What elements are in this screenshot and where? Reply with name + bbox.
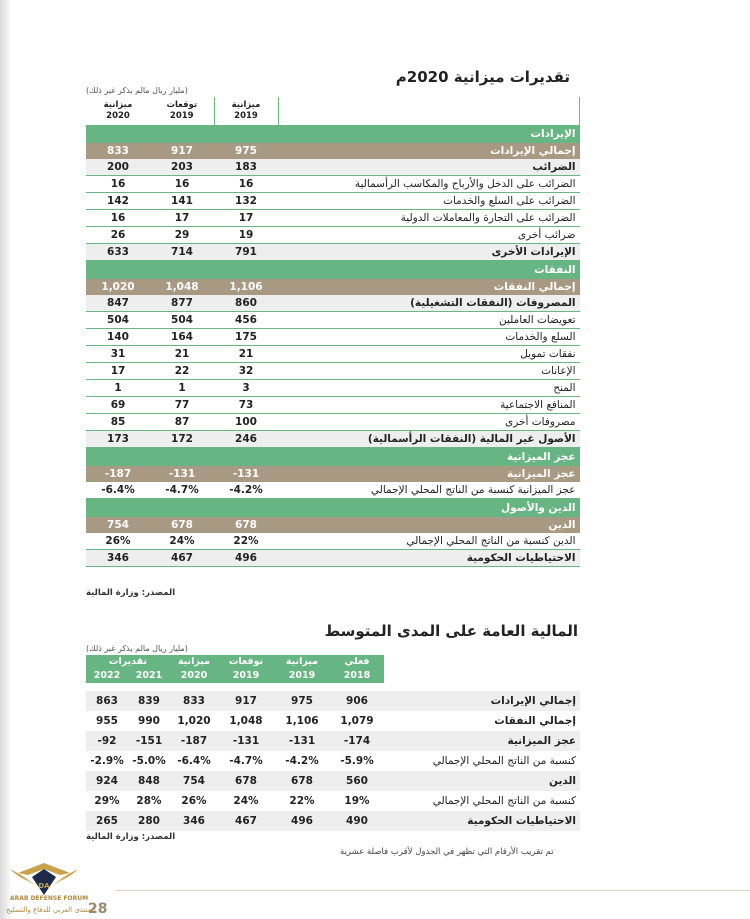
- value-cell: 16: [86, 176, 150, 193]
- value-cell: 678: [218, 771, 274, 791]
- row-label: الاحتياطيات الحكومية: [278, 550, 580, 567]
- value-cell: 833: [170, 691, 218, 711]
- value-cell: 754: [86, 517, 150, 533]
- row-label: إجمالي النفقات: [494, 715, 576, 727]
- value-cell: 100: [214, 414, 278, 431]
- header-spacer: [278, 97, 580, 125]
- row-label: مصروفات أخرى: [278, 414, 580, 431]
- value-cell: -5.9%: [340, 755, 374, 767]
- value-cell: 26%: [181, 795, 207, 807]
- row-label: الضرائب على التجارة والمعاملات الدولية: [278, 210, 580, 227]
- value-cell: 1: [150, 380, 214, 397]
- column-header-year: 2021: [128, 669, 170, 683]
- value-cell: 142: [86, 193, 150, 210]
- value-cell: 504: [86, 312, 150, 329]
- value-cell: 87: [150, 414, 214, 431]
- value-cell: 140: [86, 329, 150, 346]
- table-row: [86, 397, 580, 414]
- value-cell: 917: [150, 143, 214, 159]
- spacer-cell: [86, 683, 580, 691]
- value-cell: 848: [128, 771, 170, 791]
- value-cell: -187: [86, 466, 150, 482]
- medium-term-source: المصدر: وزارة المالية: [86, 832, 176, 842]
- row-label: تعويضات العاملين: [278, 312, 580, 329]
- value-cell: 16: [150, 176, 214, 193]
- value-cell: 19%: [344, 795, 370, 807]
- row-label: عجز الميزانية: [278, 466, 580, 482]
- value-cell: 85: [86, 414, 150, 431]
- value-cell: 1,106: [285, 715, 319, 727]
- table-row: [86, 466, 580, 482]
- column-header-type: توقعات: [218, 655, 274, 669]
- value-cell: 990: [138, 715, 160, 727]
- row-label: كنسبة من الناتج المحلي الإجمالي: [432, 795, 576, 807]
- table-row: [86, 517, 580, 533]
- value-cell: 26: [86, 227, 150, 244]
- value-cell: 280: [128, 811, 170, 831]
- row-label: إجمالي النفقات: [278, 279, 580, 295]
- table-row: [86, 771, 580, 791]
- value-cell: 1,020: [177, 715, 211, 727]
- value-cell: 633: [86, 244, 150, 261]
- column-header-type: ميزانية: [274, 655, 330, 669]
- value-cell: 1,020: [86, 279, 150, 295]
- column-header-year: 2018: [330, 669, 384, 683]
- footer-divider: [115, 890, 750, 891]
- column-header: [214, 97, 278, 125]
- row-label: عجز الميزانية كنسبة من الناتج المحلي الإجمالي: [278, 482, 580, 499]
- section-header-row: [86, 261, 580, 280]
- row-label: المنح: [278, 380, 580, 397]
- table-row: [86, 533, 580, 550]
- value-cell: 1,048: [150, 279, 214, 295]
- column-header-year: 2022: [86, 669, 128, 683]
- row-label: الأصول غير المالية (النفقات الرأسمالية): [278, 431, 580, 448]
- table-row: [86, 312, 580, 329]
- table-row: [86, 431, 580, 448]
- table-row: [86, 193, 580, 210]
- row-label: عجز الميزانية: [384, 731, 580, 751]
- value-cell: 132: [214, 193, 278, 210]
- value-cell: 31: [86, 346, 150, 363]
- row-label: نفقات تمويل: [278, 346, 580, 363]
- row-label: السلع والخدمات: [278, 329, 580, 346]
- spacer-row: [86, 683, 580, 691]
- table-row: [86, 227, 580, 244]
- value-cell: 678: [150, 517, 214, 533]
- table-row: [86, 380, 580, 397]
- value-cell: 975: [214, 143, 278, 159]
- value-cell: 467: [218, 811, 274, 831]
- value-cell: 22: [150, 363, 214, 380]
- budget-2020-table: [86, 97, 580, 567]
- row-label: الاحتياطيات الحكومية: [384, 811, 580, 831]
- value-cell: 833: [86, 143, 150, 159]
- value-cell: 678: [274, 771, 330, 791]
- table-row: [86, 279, 580, 295]
- table-row: [86, 482, 580, 499]
- row-label: الإيرادات الأخرى: [278, 244, 580, 261]
- value-cell: 29: [150, 227, 214, 244]
- row-label: الدين: [384, 771, 580, 791]
- table-row: [86, 143, 580, 159]
- value-cell: -2.9%: [90, 755, 124, 767]
- row-label: المنافع الاجتماعية: [278, 397, 580, 414]
- section-header-label: النفقات: [86, 261, 580, 280]
- value-cell: 203: [150, 159, 214, 176]
- value-cell: 1: [86, 380, 150, 397]
- medium-term-group-row: [86, 655, 580, 669]
- value-cell: 847: [86, 295, 150, 312]
- row-label: المصروفات (النفقات التشغيلية): [278, 295, 580, 312]
- value-cell: 714: [150, 244, 214, 261]
- row-label: الدين كنسبة من الناتج المحلي الإجمالي: [278, 533, 580, 550]
- page-edge-shadow: [0, 0, 12, 919]
- table-row: [86, 791, 580, 811]
- column-header-line1: ميزانية: [103, 100, 133, 110]
- table-row: [86, 159, 580, 176]
- value-cell: 504: [150, 312, 214, 329]
- medium-term-title: المالية العامة على المدى المتوسط: [324, 622, 578, 640]
- value-cell: -151: [128, 731, 170, 751]
- value-cell: 22%: [214, 533, 278, 550]
- value-cell: 1,048: [229, 715, 263, 727]
- value-cell: 839: [128, 691, 170, 711]
- row-label: كنسبة من الناتج المحلي الإجمالي: [432, 755, 576, 767]
- value-cell: 69: [86, 397, 150, 414]
- table-row: [86, 550, 580, 567]
- estimates-group-header: تقديرات: [86, 655, 170, 669]
- value-cell: -6.4%: [177, 755, 211, 767]
- table-row: [86, 691, 580, 711]
- column-header-line1: توقعات: [166, 100, 198, 110]
- value-cell: -92: [86, 731, 128, 751]
- table-row: [86, 731, 580, 751]
- value-cell: 1,106: [214, 279, 278, 295]
- value-cell: 183: [214, 159, 278, 176]
- value-cell: 21: [214, 346, 278, 363]
- value-cell: -4.7%: [150, 482, 214, 499]
- row-label: ضرائب أخرى: [278, 227, 580, 244]
- value-cell: 24%: [233, 795, 259, 807]
- rounding-note: تم تقريب الأرقام التي تظهر في الجدول لأقرب فاصلة عشرية: [340, 847, 554, 857]
- value-cell: 175: [214, 329, 278, 346]
- column-header-line2: 2019: [234, 111, 258, 121]
- value-cell: -131: [274, 731, 330, 751]
- value-cell: 141: [150, 193, 214, 210]
- value-cell: 19: [214, 227, 278, 244]
- value-cell: 975: [274, 691, 330, 711]
- value-cell: 17: [86, 363, 150, 380]
- value-cell: 1,079: [340, 715, 374, 727]
- section-header-row: [86, 125, 580, 143]
- value-cell: -4.2%: [214, 482, 278, 499]
- value-cell: 22%: [289, 795, 315, 807]
- logo-text-english: ARAB DEFENSE FORUM: [10, 895, 89, 902]
- value-cell: 877: [150, 295, 214, 312]
- value-cell: 173: [86, 431, 150, 448]
- budget-2020-title: تقديرات ميزانية 2020م: [395, 68, 570, 86]
- value-cell: 456: [214, 312, 278, 329]
- value-cell: 16: [214, 176, 278, 193]
- value-cell: -4.2%: [285, 755, 319, 767]
- value-cell: -131: [218, 731, 274, 751]
- value-cell: 955: [96, 715, 118, 727]
- medium-term-table: [86, 655, 580, 831]
- row-label: إجمالي الإيرادات: [278, 143, 580, 159]
- value-cell: 16: [86, 210, 150, 227]
- table-row: [86, 244, 580, 261]
- column-header-year: 2020: [170, 669, 218, 683]
- value-cell: 678: [214, 517, 278, 533]
- section-header-label: الإيرادات: [86, 125, 580, 143]
- value-cell: 73: [214, 397, 278, 414]
- budget-2020-header-row: [86, 97, 580, 125]
- value-cell: -187: [170, 731, 218, 751]
- value-cell: 490: [330, 811, 384, 831]
- value-cell: 496: [274, 811, 330, 831]
- header-spacer: [384, 669, 580, 683]
- value-cell: 754: [170, 771, 218, 791]
- column-header-line2: 2020: [106, 111, 130, 121]
- value-cell: -5.0%: [132, 755, 166, 767]
- value-cell: 265: [86, 811, 128, 831]
- value-cell: 172: [150, 431, 214, 448]
- value-cell: -174: [330, 731, 384, 751]
- section-header-label: عجز الميزانية: [86, 448, 580, 467]
- value-cell: 346: [170, 811, 218, 831]
- table-row: [86, 811, 580, 831]
- row-label: الضرائب على الدخل والأرباح والمكاسب الرأسمالية: [278, 176, 580, 193]
- value-cell: 29%: [94, 795, 120, 807]
- table-row: [86, 346, 580, 363]
- column-header: [86, 97, 150, 125]
- value-cell: -4.7%: [229, 755, 263, 767]
- column-header-line1: ميزانية: [231, 100, 261, 110]
- table-row: [86, 751, 580, 771]
- value-cell: 17: [150, 210, 214, 227]
- value-cell: -131: [150, 466, 214, 482]
- value-cell: 77: [150, 397, 214, 414]
- value-cell: 560: [330, 771, 384, 791]
- medium-term-unit-note: (مليار ريال مالم يذكر غير ذلك): [86, 644, 188, 653]
- value-cell: 906: [330, 691, 384, 711]
- section-header-label: الدين والأصول: [86, 499, 580, 518]
- section-header-row: [86, 448, 580, 467]
- row-label: إجمالي الإيرادات: [384, 691, 580, 711]
- table-row: [86, 176, 580, 193]
- budget-2020-source: المصدر: وزارة المالية: [86, 588, 176, 598]
- value-cell: 924: [86, 771, 128, 791]
- value-cell: 24%: [150, 533, 214, 550]
- value-cell: 860: [214, 295, 278, 312]
- section-header-row: [86, 499, 580, 518]
- table-row: [86, 329, 580, 346]
- row-label: الإعانات: [278, 363, 580, 380]
- table-row: [86, 210, 580, 227]
- medium-term-year-row: [86, 669, 580, 683]
- value-cell: 164: [150, 329, 214, 346]
- value-cell: 346: [86, 550, 150, 567]
- value-cell: 246: [214, 431, 278, 448]
- value-cell: 26%: [86, 533, 150, 550]
- column-header-year: 2019: [274, 669, 330, 683]
- header-spacer: [384, 655, 580, 669]
- value-cell: 917: [218, 691, 274, 711]
- table-row: [86, 363, 580, 380]
- value-cell: 28%: [136, 795, 162, 807]
- column-header-year: 2019: [218, 669, 274, 683]
- row-label: الضرائب على السلع والخدمات: [278, 193, 580, 210]
- value-cell: 3: [214, 380, 278, 397]
- value-cell: 17: [214, 210, 278, 227]
- table-row: [86, 414, 580, 431]
- value-cell: 791: [214, 244, 278, 261]
- logo-text-arabic: المنتدى العربي للدفاع والتسليح: [6, 906, 96, 914]
- value-cell: 467: [150, 550, 214, 567]
- svg-text:DA: DA: [38, 882, 50, 890]
- column-header-type: ميزانية: [170, 655, 218, 669]
- value-cell: -6.4%: [86, 482, 150, 499]
- row-label: الضرائب: [278, 159, 580, 176]
- column-header-type: فعلي: [330, 655, 384, 669]
- column-header-line2: 2019: [169, 111, 194, 121]
- value-cell: 32: [214, 363, 278, 380]
- column-header: [150, 97, 214, 125]
- table-row: [86, 295, 580, 312]
- value-cell: 21: [150, 346, 214, 363]
- value-cell: 863: [86, 691, 128, 711]
- budget-2020-unit-note: (مليار ريال مالم يذكر غير ذلك): [86, 86, 188, 95]
- page-number: 28: [88, 901, 108, 917]
- table-row: [86, 711, 580, 731]
- row-label: الدين: [278, 517, 580, 533]
- value-cell: 200: [86, 159, 150, 176]
- value-cell: 496: [214, 550, 278, 567]
- value-cell: -131: [214, 466, 278, 482]
